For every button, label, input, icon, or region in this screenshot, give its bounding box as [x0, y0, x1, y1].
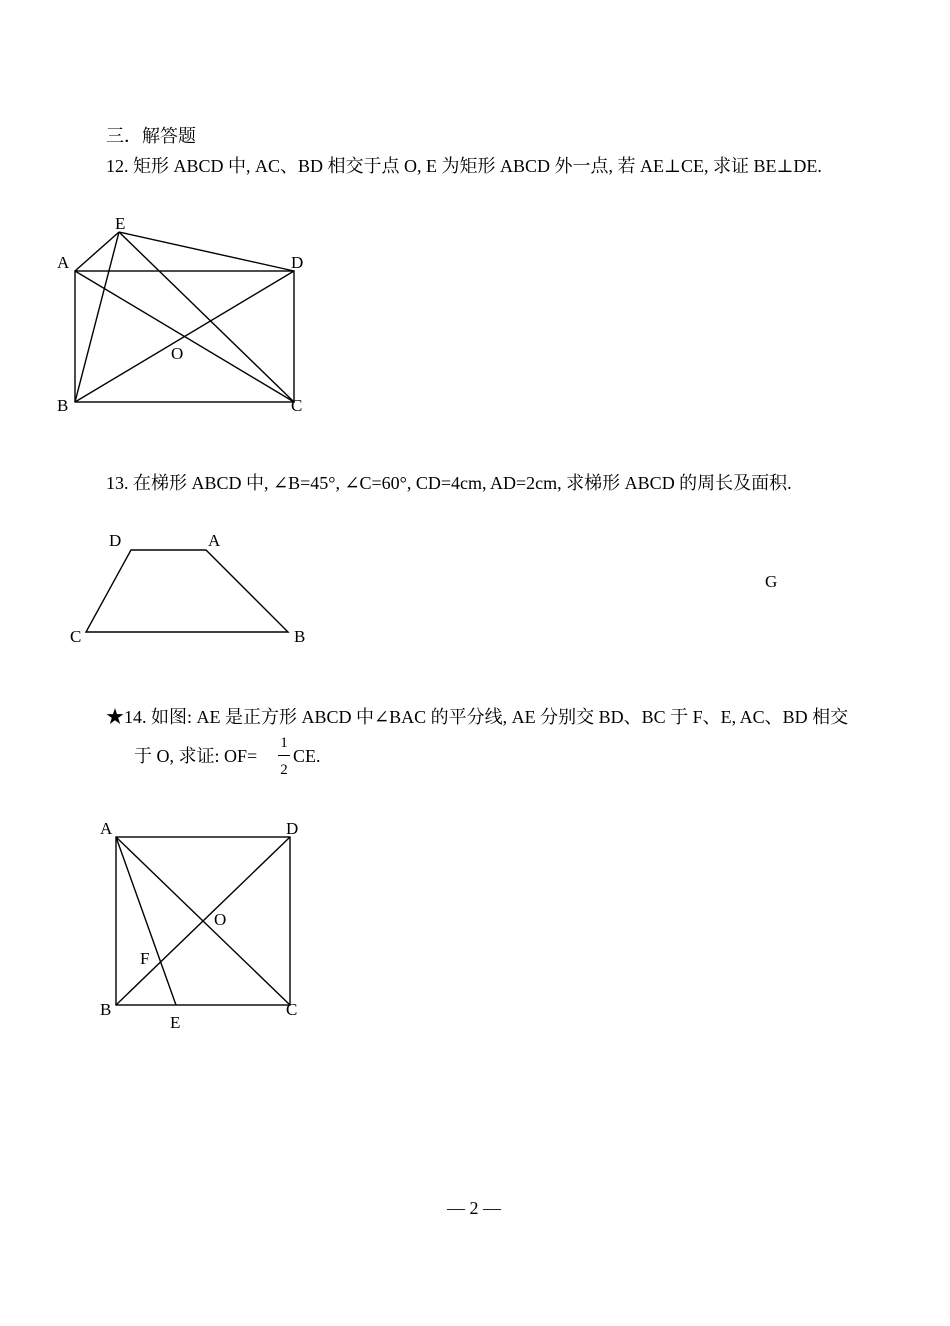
question-13-text: 13. 在梯形 ABCD 中, ∠B=45°, ∠C=60°, CD=4cm, AD=2cm, 求梯形 ABCD 的周长及面积. — [106, 473, 792, 493]
label-a: A — [208, 531, 221, 550]
page-number: — 2 — — [447, 1198, 501, 1218]
question-14-line2-post: CE. — [293, 746, 321, 766]
question-14-line1: ★14. 如图: AE 是正方形 ABCD 中∠BAC 的平分线, AE 分别交 BD、BC 于 F、E, AC、BD 相交 — [106, 707, 849, 727]
label-b: B — [100, 1000, 112, 1019]
label-b: B — [57, 396, 69, 415]
label-d: D — [291, 253, 304, 272]
fraction-denominator: 2 — [280, 762, 288, 778]
label-c: C — [286, 1000, 298, 1019]
label-a: A — [100, 819, 113, 838]
label-d: D — [109, 531, 122, 550]
label-g: G — [765, 572, 778, 591]
label-o: O — [214, 910, 227, 929]
segment-ae — [116, 837, 176, 1005]
label-e: E — [170, 1013, 181, 1032]
label-f: F — [140, 949, 150, 968]
question-14-line2-pre: 于 O, 求证: OF= — [134, 746, 258, 766]
label-c: C — [291, 396, 303, 415]
label-d: D — [286, 819, 299, 838]
label-o: O — [171, 344, 184, 363]
label-b: B — [294, 627, 306, 646]
question-12-text: 12. 矩形 ABCD 中, AC、BD 相交于点 O, E 为矩形 ABCD 外一点, 若 AE⊥CE, 求证 BE⊥DE. — [106, 156, 822, 176]
fraction-numerator: 1 — [280, 735, 288, 751]
section-title: 三．解答题 — [106, 126, 196, 146]
label-c: C — [70, 627, 82, 646]
label-e: E — [115, 214, 126, 233]
label-a: A — [57, 253, 70, 272]
